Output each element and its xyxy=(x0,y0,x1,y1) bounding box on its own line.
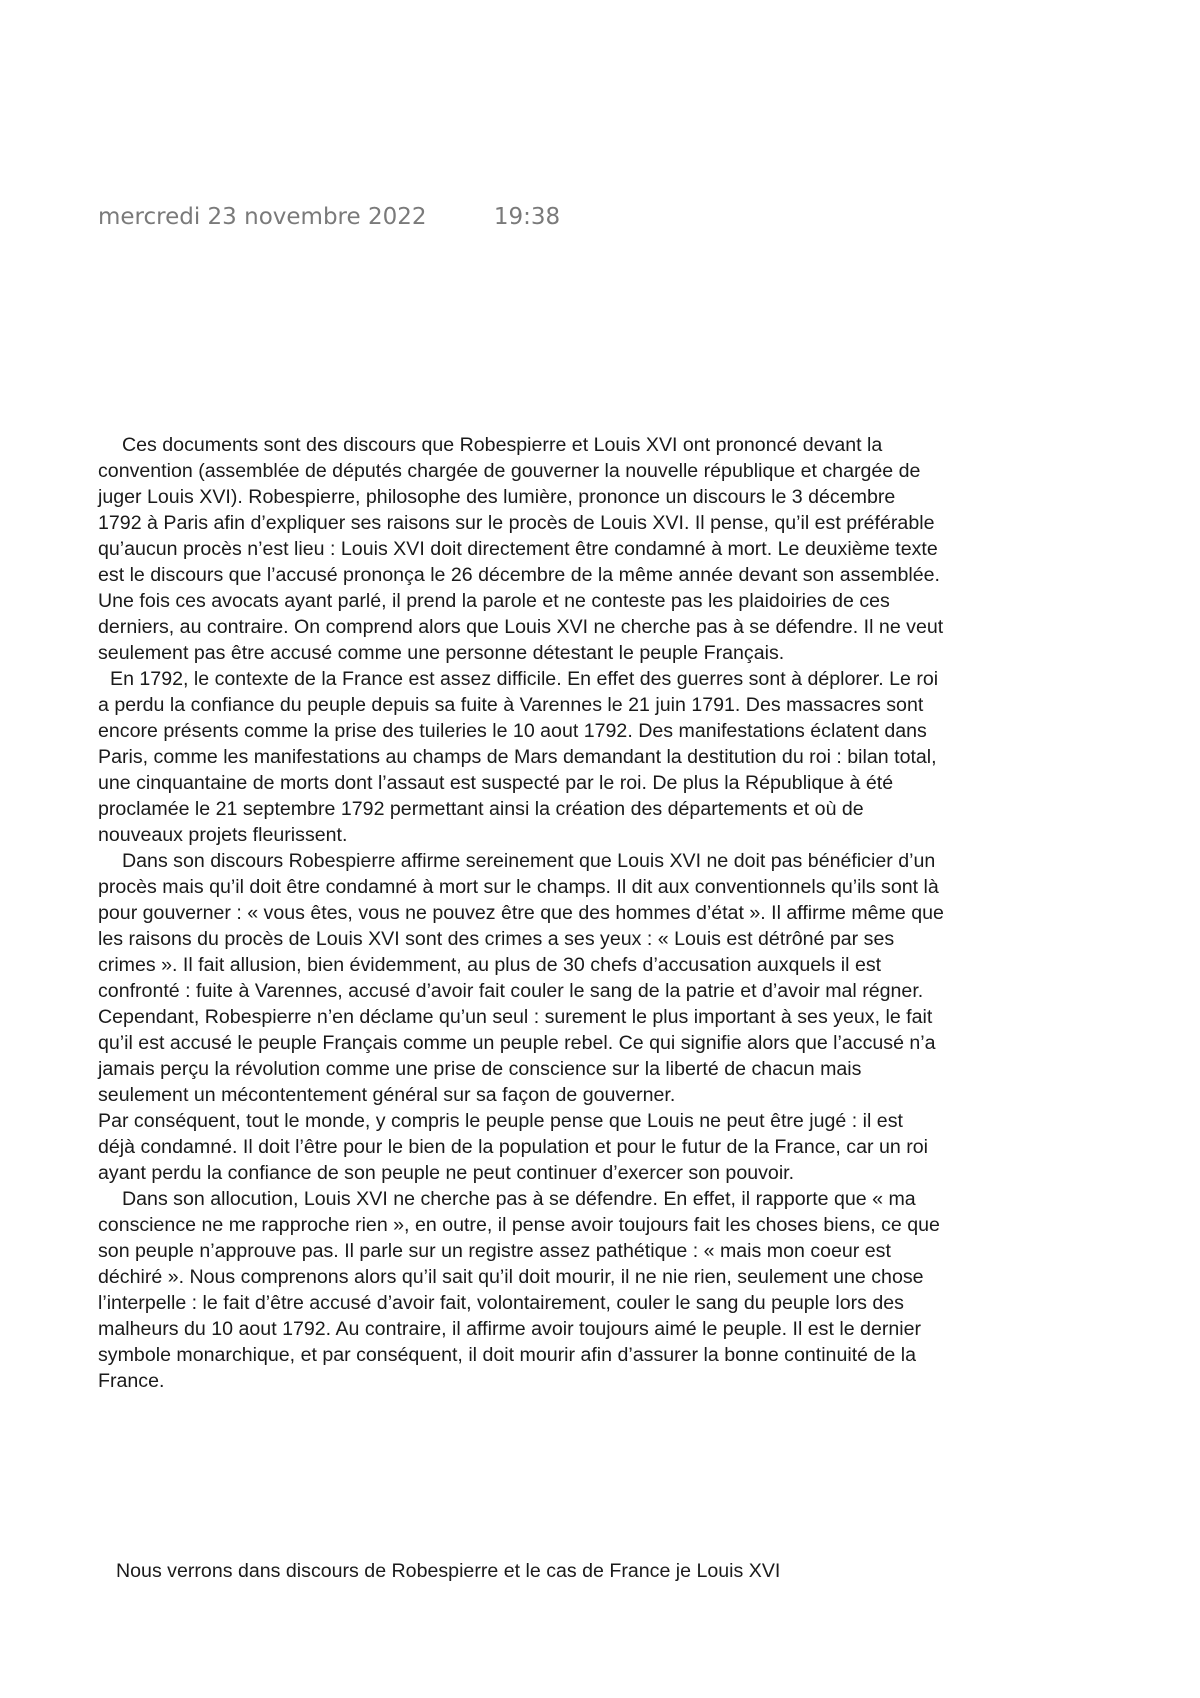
document-body xyxy=(98,432,944,1394)
paragraph-context: En 1792, le contexte de la France est assez difficile. En effet des guerres sont à déplorer. Le roi a perdu la confiance du peuple depuis sa fuite à Varennes le 21 juin 1791. Des massacres sont encore présents comme la prise des tuileries le 10 aout 1792. Des manifestations éclatent dans Paris, comme les manifestations au champs de Mars demandant la destitution du roi : bilan total, une cinquantaine de morts dont l’assaut est suspecté par le roi. De plus la République à été proclamée le 21 septembre 1792 permettant ainsi la création des départements et où de nouveaux projets fleurissent. xyxy=(98,668,939,846)
note-header xyxy=(98,204,560,230)
paragraph-introduction: Ces documents sont des discours que Robespierre et Louis XVI ont prononcé devant la convention (assemblée de députés chargée de gouverner la nouvelle république et chargée de juger Louis XVI). Robespierre, philosophe des lumière, prononce un discours le 3 décembre 1792 à Paris afin d’expliquer ses raisons sur le procès de Louis XVI. Il pense, qu’il est préférable qu’aucun procès n’est lieu : Louis XVI doit directement être condamné à mort. Le deuxième texte est le discours que l’accusé prononça le 26 décembre de la même année devant son assemblée. Une fois ces avocats ayant parlé, il prend la parole et ne conteste pas les plaidoiries de ces derniers, au contraire. On comprend alors que Louis XVI ne cherche pas à se défendre. Il ne veut seulement pas être accusé comme une personne détestant le peuple Français. xyxy=(98,434,944,664)
truncated-text-line xyxy=(98,1560,944,1584)
note-date: mercredi 23 novembre 2022 xyxy=(98,204,427,230)
paragraph-consequence: Par conséquent, tout le monde, y compris le peuple pense que Louis ne peut être jugé : il est déjà condamné. Il doit l’être pour le bien de la population et pour le futur de la France, car un roi ayant perdu la confiance de son peuple ne peut continuer d’exercer son pouvoir. xyxy=(98,1110,928,1184)
paragraph-robespierre: Dans son discours Robespierre affirme sereinement que Louis XVI ne doit pas bénéficier d’un procès mais qu’il doit être condamné à mort sur le champs. Il dit aux conventionnels qu’ils sont là pour gouverner : « vous êtes, vous ne pouvez être que des hommes d’état ». Il affirme même que les raisons du procès de Louis XVI sont des crimes a ses yeux : « Louis est détrôné par ses crimes ». Il fait allusion, bien évidemment, au plus de 30 chefs d’accusation auxquels il est confronté : fuite à Varennes, accusé d’avoir fait couler le sang de la patrie et d’avoir mal régner. Cependant, Robespierre n’en déclame qu’un seul : surement le plus important à ses yeux, le fait qu’il est accusé le peuple Français comme un peuple rebel. Ce qui signifie alors que l’accusé n’a jamais perçu la révolution comme une prise de conscience sur la liberté de chacun mais seulement un mécontentement général sur sa façon de gouverner. xyxy=(98,850,944,1106)
truncated-text: Nous verrons dans discours de Robespierre et le cas de France je Louis XVI xyxy=(116,1560,781,1582)
paragraph-louis-xvi: Dans son allocution, Louis XVI ne cherche pas à se défendre. En effet, il rapporte que « ma conscience ne me rapproche rien », en outre, il pense avoir toujours fait les choses biens, ce que son peuple n’approuve pas. Il parle sur un registre assez pathétique : « mais mon coeur est déchiré ». Nous comprenons alors qu’il sait qu’il doit mourir, il ne nie rien, seulement une chose l’interpelle : le fait d’être accusé d’avoir fait, volontairement, couler le sang du peuple lors des malheurs du 10 aout 1792. Au contraire, il affirme avoir toujours aimé le peuple. Il est le dernier symbole monarchique, et par conséquent, il doit mourir afin d’assurer la bonne continuité de la France. xyxy=(98,1188,940,1392)
note-time: 19:38 xyxy=(493,204,561,230)
